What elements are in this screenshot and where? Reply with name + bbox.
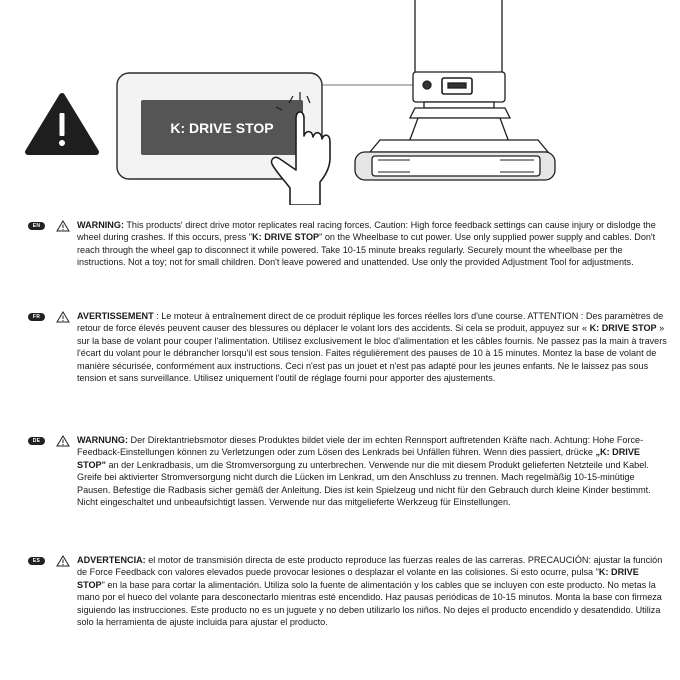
language-badge-es: ES [28, 557, 45, 565]
language-badge-fr: FR [28, 313, 45, 321]
warning-text-de: WARNUNG: Der Direktantriebsmotor dieses Produktes bildet viele der im echten Rennsport auftretenden Kräfte nach. Achtung: Hohe Force-Feedback-Einstellungen können zu Verletzungen oder zum Lösen des Lenkrads bei Unfällen führen. Wenn dies passiert, drücke „K: DRIVE STOP" an der Lenkradbasis, um die Stromversorgung zu unterbrechen. Verwende nur die mit diesem Produkt gelieferten Netzteile und Kabel. Greife bei aktivierter Stromversorgung nicht durch die Lücken im Lenkrad, um den Anschluss zu trennen. Mach regelmäßig 10-15-minütige Pausen. Befestige die Radbasis sicher gemäß der Anleitung. Dies ist kein Spielzeug und nicht für den Gebrauch durch kleine Kinder bestimmt. Nicht eingeschaltet und unbeaufsichtigt lassen. Verwende nur das mitgelieferte Werkzeug für Einstellungen. [77, 435, 651, 508]
wheelbase-device [355, 0, 555, 180]
warning-text-en: WARNING: This products' direct drive motor replicates real racing forces. Caution: High force feedback settings can cause injury or dislodge the wheel during crashes. If this occurs, press "K: DRIVE STOP" on the Wheelbase to cut power. Use only supplied power supply and cables. Don't reach through the wheel gap to disconnect it while powered. Take 10-15 minute breaks regularly. Securely mount the wheelbase per the instructions. Not a toy; not for small children. Don't leave powered and unattended. Use only the provided Adjustment Tool for adjustments. [77, 220, 656, 268]
caution-icon [56, 311, 70, 323]
caution-icon [56, 555, 70, 567]
caution-icon [56, 220, 70, 232]
warning-text-fr: AVERTISSEMENT : Le moteur à entraînement direct de ce produit réplique les forces réelles lors d'une course. ATTENTION : Des paramètres de retour de force élevés peuvent causer des blessures ou déplacer le volant lors des accidents. Si cela se produit, appuyez sur « K: DRIVE STOP » sur la base de volant pour couper l'alimentation. Utilisez exclusivement le bloc d'alimentation et les câbles fournis. Ne passez pas la main à travers l'écart du volant pour le débrancher lorsqu'il est sous tension. Faites régulièrement des pauses de 10 à 15 minutes. Montez la base de volant de manière sécurisée, conformément aux instructions. Ceci n'est pas un jouet et n'est pas adapté pour les jeunes enfants. Ne le laissez pas sous tension et sans surveillance. Utilisez uniquement l'outil de réglage fourni pour apporter des ajustements. [77, 311, 667, 384]
warning-text-es: ADVERTENCIA: el motor de transmisión directa de este producto reproduce las fuerzas reales de las carreras. PRECAUCIÓN: ajustar la función de Force Feedback con valores elevados puede provocar lesiones o desplazar el volante en las colisiones. Si esto ocurre, pulsa "K: DRIVE STOP" en la base para cortar la alimentación. Utiliza solo la fuente de alimentación y los cables que se incluyen con este producto. No metas la mano por el hueco del volante para desconectarlo mientras esté encendido. Haz pausas periódicas de 10-15 minutos. Monta la base con firmeza siguiendo las instrucciones. Este producto no es un juguete y no deben utilizarlo los niños. No dejes el producto encendido y desatendido. Utiliza solo la herramienta de ajuste incluida para ajustar el producto. [77, 555, 663, 628]
warning-illustration [0, 0, 680, 205]
language-badge-en: EN [28, 222, 45, 230]
warning-triangle-icon [28, 96, 96, 152]
language-badge-de: DE [28, 437, 45, 445]
caution-icon [56, 435, 70, 447]
drive-stop-button-label: K: DRIVE STOP [170, 120, 274, 136]
